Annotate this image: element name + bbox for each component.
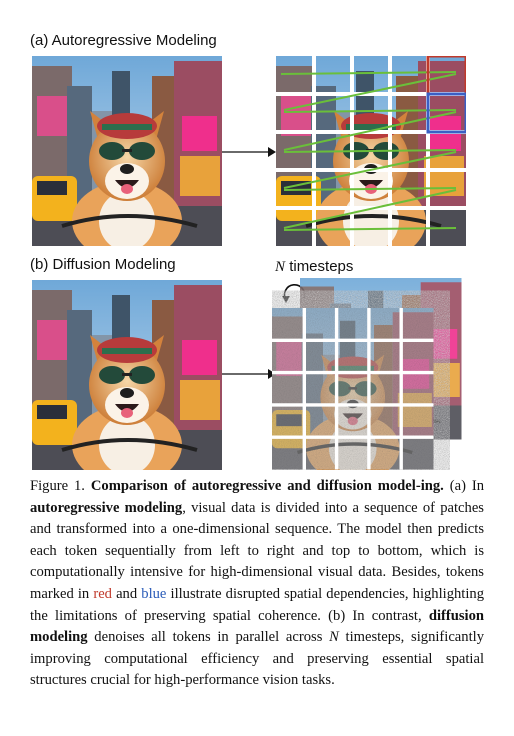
caption-and-word: and [116, 585, 138, 602]
caption-a-bold: autoregressive modeling [30, 499, 183, 516]
timesteps-n: N [275, 259, 286, 275]
caption-red-word: red [93, 585, 112, 602]
caption-a-text: , visual data is divided into a sequence of patches and transformed into a one-dimensional sequence. The model then predicts each token sequentially from left to right and top to bottom, which is computationally intensive for high-dimensional visual data. Besides, tokens marked in [30, 499, 484, 602]
caption-b-text2: timesteps, significantly improving computational efficiency and preserving essential spatial structures crucial for high-performance vision tasks. [30, 629, 484, 689]
caption-b-n: N [329, 629, 339, 646]
arrow-b [222, 367, 276, 381]
timesteps-word: timesteps [289, 258, 354, 275]
panel-a-label: (a) Autoregressive Modeling [30, 32, 217, 49]
noisy-patch-stack [272, 278, 468, 470]
figure-label: Figure 1. [30, 478, 85, 494]
caption-b-bold: diffusion modeling [30, 607, 484, 646]
caption-title: Comparison of autoregressive and diffusion model-ing. [90, 478, 444, 494]
caption-blue-word: blue [141, 585, 167, 602]
panel-b-label: (b) Diffusion Modeling [30, 256, 176, 273]
figure-caption [30, 476, 484, 692]
patch-grid-a [276, 56, 466, 246]
caption-a-prefix: (a) In [449, 478, 484, 494]
caption-b-text: denoises all tokens in parallel across [94, 629, 323, 646]
timesteps-label [275, 258, 353, 276]
corgi-image-b [32, 280, 222, 470]
arrow-a [222, 145, 276, 159]
corgi-image-a [32, 56, 222, 246]
caption-a-text2: illustrate disrupted spatial dependencies, highlighting the limitations of preserving spatial coherence. (b) In contrast, [30, 585, 484, 624]
